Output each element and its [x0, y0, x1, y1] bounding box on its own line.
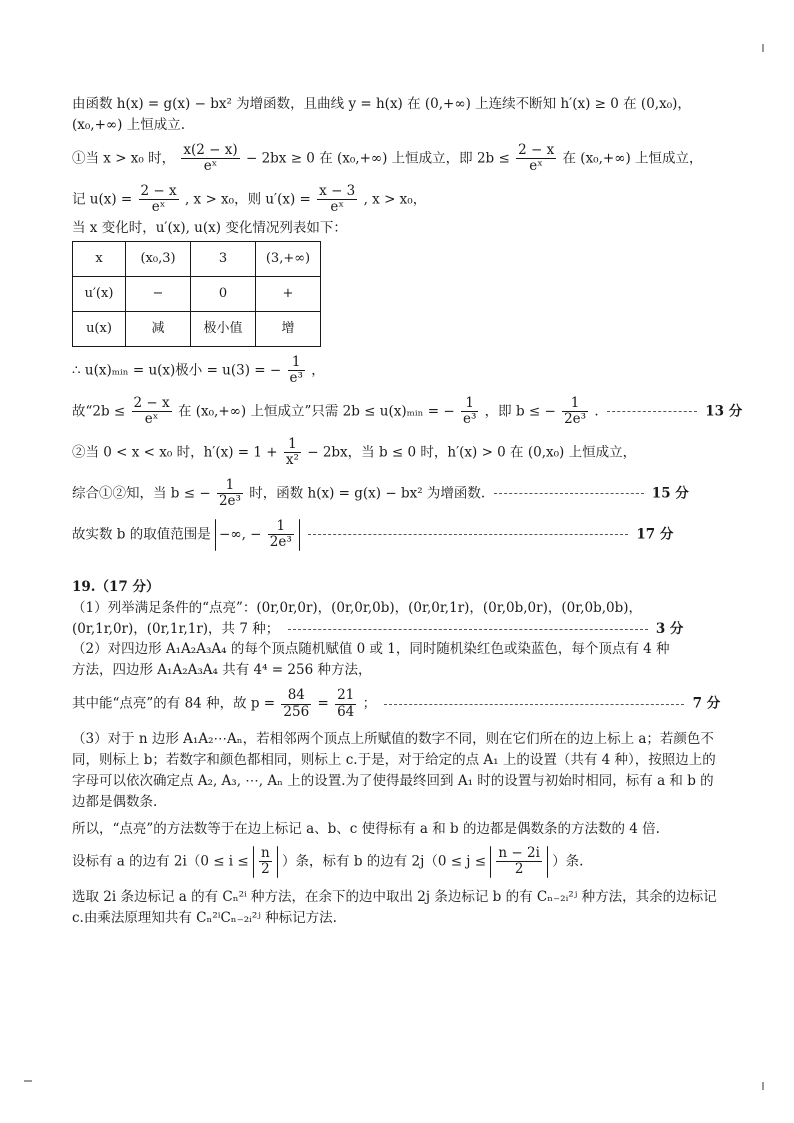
- numerator: 84: [281, 688, 311, 705]
- fraction: [288, 355, 305, 387]
- denominator: x²: [285, 452, 299, 469]
- fraction: [496, 846, 542, 878]
- text-segment: ②当 0 < x < x₀ 时，h′(x) = 1 +: [72, 444, 278, 461]
- denominator: eˣ: [330, 199, 345, 216]
- table-row: [73, 241, 321, 276]
- floor-bracket: [253, 846, 278, 878]
- numerator: 1: [217, 478, 243, 495]
- table-cell: 增: [256, 311, 321, 346]
- text-line: （2）对四边形 A₁A₂A₃A₄ 的每个顶点随机赋值 0 或 1，同时随机染红色或染蓝色，每个顶点有 4 种: [72, 641, 670, 658]
- text-line: [72, 355, 722, 387]
- text-segment: (0r,1r,0r)，(0r,1r,1r)，共 7 种；: [72, 620, 280, 637]
- fraction: [461, 396, 478, 428]
- text-segment: , x > x₀，则 u′(x) =: [184, 191, 311, 208]
- fraction: [562, 396, 588, 428]
- fraction: [139, 184, 179, 216]
- fraction: [268, 519, 294, 551]
- text-segment: 故“2b ≤: [72, 403, 126, 420]
- score-mark: 7 分: [692, 695, 721, 712]
- text-line: (x₀,+∞) 上恒成立.: [72, 116, 185, 133]
- text-segment: 记 u(x) =: [72, 191, 133, 208]
- text-line: [72, 846, 722, 878]
- text-segment: − 2bx ≥ 0 在 (x₀,+∞) 上恒成立，即 2b ≤: [245, 150, 510, 167]
- fraction: [259, 846, 272, 878]
- table-cell: +: [256, 276, 321, 311]
- fraction: [281, 688, 311, 720]
- text-line: [72, 143, 722, 175]
- fraction: [284, 437, 301, 469]
- paragraph: 选取 2i 条边标记 a 的有 Cₙ²ⁱ 种方法，在余下的边中取出 2j 条边标记 b 的有 Cₙ₋₂ᵢ²ʲ 种方法，其余的边标记 c.由乘法原理知共有 Cₙ²ⁱCₙ₋₂ᵢ²ʲ 种标记方法.: [72, 888, 717, 926]
- denominator: e³: [462, 411, 477, 428]
- table-row: [73, 276, 321, 311]
- text-line: [72, 394, 743, 428]
- text-segment: .: [594, 403, 599, 420]
- text-line: [72, 519, 722, 551]
- text-segment: 其中能“点亮”的有 84 种，故 p =: [72, 695, 276, 712]
- numerator: 1: [288, 355, 305, 372]
- score-mark: 13 分: [705, 403, 743, 420]
- dashed-leader: [607, 411, 697, 412]
- text-segment: ）条，标有 b 的边有 2j（0 ≤ j ≤: [282, 853, 487, 870]
- table-cell: u′(x): [73, 276, 126, 311]
- fraction: [335, 688, 356, 720]
- fraction: [516, 143, 556, 175]
- dashed-leader: [494, 493, 644, 494]
- numerator: n − 2i: [498, 844, 540, 861]
- text-segment: 在 (x₀,+∞) 上恒成立，: [562, 150, 703, 167]
- denominator: 2: [261, 861, 270, 878]
- text-segment: ∴ u(x)ₘᵢₙ = u(x)极小 = u(3) = −: [72, 362, 282, 379]
- fraction: [317, 184, 357, 216]
- text-segment: − 2bx，当 b ≤ 0 时，h′(x) > 0 在 (0,x₀) 上恒成立，: [307, 444, 637, 461]
- table-cell: 3: [191, 241, 256, 276]
- paragraph: 所以，“点亮”的方法数等于在边上标记 a、b、c 使得标有 a 和 b 的边都是偶数条的方法数的 4 倍.: [72, 820, 660, 837]
- solution-page: [72, 96, 743, 935]
- table-cell: 减: [126, 311, 191, 346]
- table-cell: 0: [191, 276, 256, 311]
- text-line: [72, 688, 722, 720]
- numerator: 1: [268, 519, 294, 536]
- table-cell: u(x): [73, 311, 126, 346]
- numerator: x − 3: [319, 182, 356, 199]
- text-segment: −∞, −: [219, 526, 262, 543]
- interval-bracket: [215, 519, 300, 551]
- dashed-leader: [308, 534, 628, 535]
- denominator: e³: [289, 370, 303, 387]
- denominator: 2e³: [218, 493, 241, 510]
- numerator: x(2 − x): [183, 141, 238, 158]
- dashed-leader: [384, 704, 684, 705]
- denominator: 2e³: [564, 411, 587, 428]
- score-mark: 17 分: [636, 526, 674, 543]
- text-segment: =: [317, 695, 329, 712]
- text-segment: 故实数 b 的取值范围是: [72, 526, 211, 543]
- fraction: [132, 396, 172, 428]
- numerator: n: [261, 844, 270, 861]
- text-segment: ，: [311, 362, 325, 379]
- dashed-leader: [288, 629, 648, 630]
- text-segment: 在 (x₀,+∞) 上恒成立”只需 2b ≤ u(x)ₘᵢₙ = −: [177, 403, 455, 420]
- numerator: 21: [337, 687, 355, 704]
- section-title: 19.（17 分）: [72, 578, 160, 595]
- variation-table: [72, 241, 321, 347]
- table-cell: (3,+∞): [256, 241, 321, 276]
- numerator: 2 − x: [133, 394, 170, 411]
- text-line: 方法，四边形 A₁A₂A₃A₄ 共有 4⁴ = 256 种方法，: [72, 662, 372, 679]
- text-segment: 时，函数 h(x) = g(x) − bx² 为增函数.: [249, 485, 486, 502]
- denominator: eˣ: [203, 158, 218, 175]
- table-row: [73, 311, 321, 346]
- score-mark: 3 分: [655, 620, 684, 637]
- text-segment: ①当 x > x₀ 时，: [72, 150, 176, 167]
- denominator: eˣ: [144, 411, 159, 428]
- text-line: 当 x 变化时，u′(x), u(x) 变化情况列表如下：: [72, 219, 347, 236]
- paragraph: （3）对于 n 边形 A₁A₂⋯Aₙ，若相邻两个顶点上所赋值的数字不同，则在它们所在的边上标上 a；若颜色不同，则标上 b；若数字和颜色都相同，则标上 c.于是，对于给定的点 A₁ 上的设置（共有 4 种），按照边上的字母可以依次确定点 A₂, A₃, ⋯, Aₙ 上的设置.为了使得最终回到 A₁ 时的设置与初始时相同，标有 a 和 b 的边都是偶数条.: [72, 731, 716, 811]
- table-cell: (x₀,3): [126, 241, 191, 276]
- text-line: [72, 184, 722, 216]
- numerator: 2 − x: [518, 141, 555, 158]
- text-line: （1）列举满足条件的“点亮”：(0r,0r,0r)，(0r,0r,0b)，(0r,0r,1r)，(0r,0b,0r)，(0r,0b,0b)，: [72, 599, 642, 616]
- numerator: 1: [284, 437, 301, 454]
- text-segment: ）条.: [552, 853, 584, 870]
- table-cell: 极小值: [191, 311, 256, 346]
- text-line: [72, 437, 722, 469]
- numerator: 2 − x: [140, 182, 177, 199]
- table-cell: x: [73, 241, 126, 276]
- denominator: 2e³: [269, 534, 292, 551]
- score-mark: 15 分: [651, 485, 689, 502]
- floor-bracket: [490, 846, 548, 878]
- numerator: 1: [562, 396, 588, 413]
- denominator: 2: [514, 861, 524, 878]
- text-line: 由函数 h(x) = g(x) − bx² 为增函数，且曲线 y = h(x) 在 (0,+∞) 上连续不断知 h′(x) ≥ 0 在 (0,x₀)，: [72, 96, 691, 112]
- denominator: eˣ: [151, 199, 166, 216]
- text-line: [72, 478, 722, 510]
- text-line: [72, 621, 722, 638]
- text-segment: 设标有 a 的边有 2i（0 ≤ i ≤: [72, 853, 249, 870]
- table-cell: −: [126, 276, 191, 311]
- text-segment: ；: [362, 695, 377, 712]
- fraction: [181, 143, 239, 175]
- denominator: 64: [337, 703, 355, 720]
- text-segment: ，即 b ≤ −: [484, 403, 556, 420]
- fraction: [217, 478, 243, 510]
- text-segment: , x > x₀，: [363, 191, 427, 208]
- text-segment: 综合①②知，当 b ≤ −: [72, 485, 211, 502]
- denominator: 256: [283, 703, 310, 720]
- denominator: eˣ: [529, 158, 544, 175]
- numerator: 1: [461, 396, 478, 413]
